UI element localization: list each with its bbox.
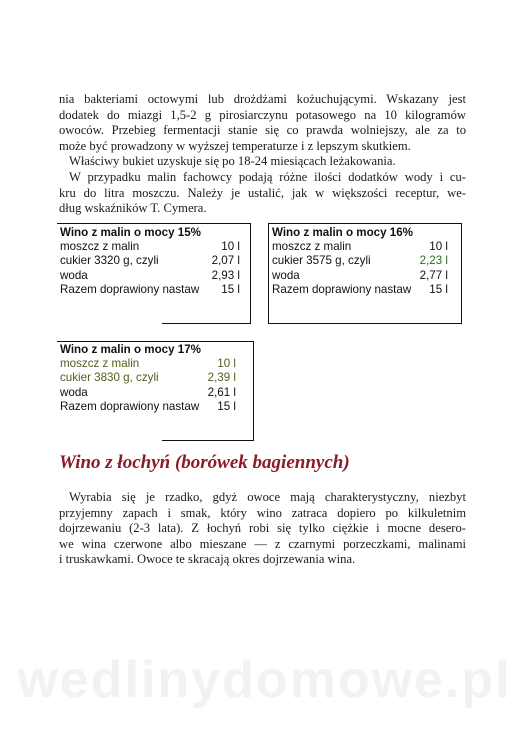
ingredient-label: woda (272, 268, 300, 282)
paragraph-fermentation (59, 92, 466, 154)
ingredient-value: 10 l (217, 357, 236, 371)
box-border (461, 223, 462, 324)
recipe-row (60, 254, 240, 268)
watermark: wedlinydomowe.pl (17, 651, 512, 709)
ingredient-value: 2,93 l (211, 268, 240, 282)
ingredient-value: 10 l (221, 240, 240, 254)
text-line: kru do litra moszczu. Należy je ustalić, jak w większości receptur, we- (59, 185, 466, 200)
text-line: może być prowadzony w wyższej temperaturze i z lepszym skutkiem. (59, 138, 411, 153)
ingredient-value: 15 l (429, 282, 448, 296)
ingredient-value: 2,39 l (207, 371, 236, 385)
box-border (253, 341, 254, 441)
ingredient-label: Razem doprawiony nastaw (60, 399, 200, 413)
recipe-row (60, 357, 236, 371)
ingredient-value: 2,23 l (419, 254, 448, 268)
recipe-row (272, 283, 448, 297)
ingredient-label: cukier 3830 g, czyli (60, 371, 159, 385)
recipe-title: Wino z malin o mocy 17% (60, 343, 201, 356)
recipe-row (60, 386, 236, 400)
text-line: przyjemny zapach i smak, który wino zatraca dopiero po kilkuletnim (59, 505, 466, 520)
ingredient-label: moszcz z malin (60, 240, 140, 254)
box-border (250, 223, 251, 324)
recipe-row (60, 240, 240, 254)
text-line: owoców. Przebieg fermentacji stanie się co prawda wolniejszy, ale za to (59, 123, 466, 138)
text-line: Właściwy bukiet uzyskuje się po 18-24 miesiącach leżakowania. (69, 154, 396, 168)
ingredient-value: 2,61 l (207, 385, 236, 399)
ingredient-value: 15 l (221, 282, 240, 296)
recipe-row (60, 371, 236, 385)
recipe-box-15 (60, 226, 240, 297)
paragraph-bog-bilberry (59, 490, 466, 568)
box-border (268, 223, 269, 324)
recipe-row (272, 240, 448, 254)
section-heading: Wino z łochyń (borówek bagiennych) (59, 452, 350, 473)
text-line: dojrzewaniu (2-3 lata). Z łochyń robi się tylko ciężkie i mocne desero- (59, 521, 466, 536)
text-line: i truskawkami. Owoce te skracają okres dojrzewania wina. (59, 552, 356, 567)
recipe-title: Wino z malin o mocy 16% (272, 226, 413, 239)
recipe-box-16 (272, 226, 448, 297)
ingredient-label: cukier 3320 g, czyli (60, 254, 159, 268)
ingredient-label: woda (60, 385, 88, 399)
ingredient-value: 2,77 l (419, 268, 448, 282)
text-line: nia bakteriami octowymi lub drożdżami kożuchującymi. Wskazany jest (59, 92, 466, 106)
paragraph-raspberry-intro (59, 170, 466, 217)
box-border (268, 323, 462, 324)
ingredient-label: cukier 3575 g, czyli (272, 254, 371, 268)
text-line: dodatek do miazgi 1,5-2 g pirosiarczynu potasowego na 10 kilogramów (59, 107, 466, 122)
ingredient-value: 10 l (429, 240, 448, 254)
recipe-row (60, 400, 236, 414)
box-border (268, 223, 462, 224)
box-border (162, 323, 251, 324)
ingredient-label: Razem doprawiony nastaw (60, 282, 200, 296)
recipe-row (60, 283, 240, 297)
recipe-row (60, 269, 240, 283)
recipe-row (272, 269, 448, 283)
box-border (57, 341, 254, 342)
ingredient-value: 15 l (217, 399, 236, 413)
ingredient-value: 2,07 l (211, 254, 240, 268)
ingredient-label: Razem doprawiony nastaw (272, 282, 412, 296)
box-border (57, 223, 251, 224)
text-line: dług wskaźników T. Cymera. (59, 201, 207, 216)
ingredient-label: moszcz z malin (272, 240, 352, 254)
text-line: Wyrabia się je rzadko, gdyż owoce mają charakterystyczny, niezbyt (69, 490, 466, 504)
text-line: we wina czerwone albo mieszane — z czarnymi porzeczkami, malinami (59, 536, 466, 551)
recipe-title: Wino z malin o mocy 15% (60, 226, 201, 239)
ingredient-label: woda (60, 268, 88, 282)
recipe-box-17 (60, 343, 236, 414)
text-line: W przypadku malin fachowcy podają różne ilości dodatków wody i cu- (69, 170, 466, 184)
box-border (162, 440, 254, 441)
ingredient-label: moszcz z malin (60, 357, 140, 371)
paragraph-bouquet (59, 154, 466, 170)
recipe-row (272, 254, 448, 268)
